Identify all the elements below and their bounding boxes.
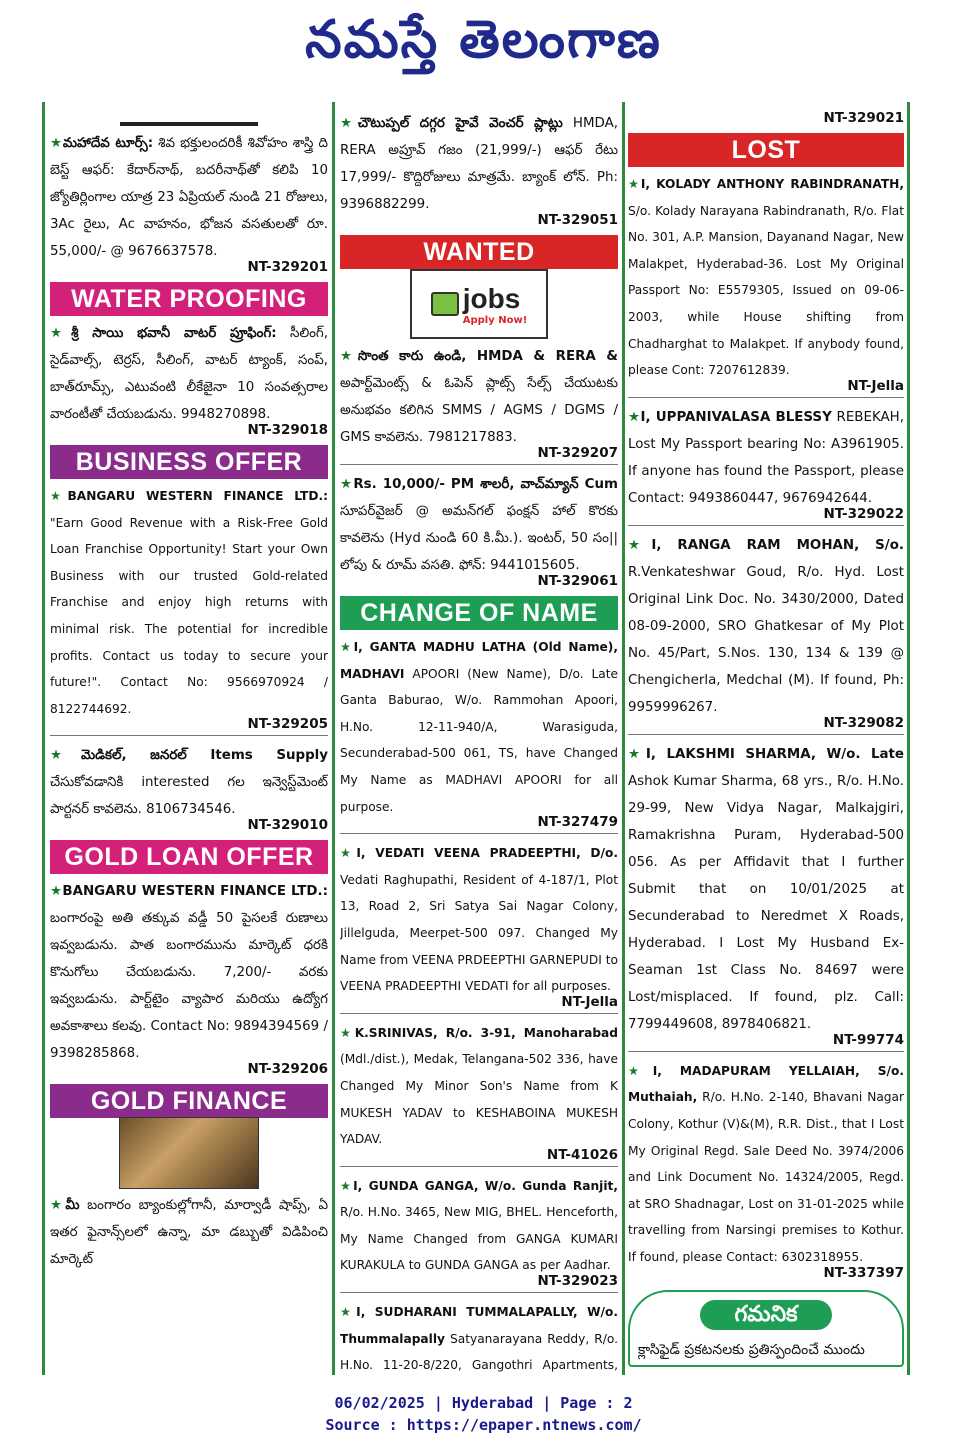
ad-title: సొంత కారు ఉండి, HMDA & RERA & <box>357 349 618 364</box>
classified-ad: ★I, SUDHARANI TUMMALAPALLY, W/o. Thummalapally Satyanarayana Reddy, R/o. H.No. 11-20-8/220, Gangothri Apartments, <box>340 1299 618 1375</box>
notice-box <box>628 1290 904 1367</box>
column-1 <box>50 102 328 1375</box>
column-3 <box>628 102 904 1375</box>
ad-title: శ్రీ సాయి భవానీ వాటర్ ప్రూఫింగ్: <box>71 326 277 341</box>
ad-title: మెడికల్, జనరల్ Items Supply <box>80 748 328 764</box>
ad-text: R/o. H.No. 3465, New MIG, BHEL. Henceforth, My Name Changed from GANGA KUMARI KURAKULA to GUNDA GANGA as per Aadhar. <box>340 1205 618 1273</box>
ad-code: NT-329018 <box>247 422 328 438</box>
ad-title: I, MADAPURAM YELLAIAH, S/o. Muthaiah, <box>628 1063 904 1105</box>
ad-title: BANGARU WESTERN FINANCE LTD.: <box>62 884 328 900</box>
briefcase-icon <box>431 292 459 316</box>
ad-text: చేసుకోవడానికి interested గల ఇన్వెస్ట్‌మెంట్ పార్టనర్ కావలెను. 8106734546. <box>50 775 328 818</box>
edition-info: 06/02/2025 | Hyderabad | Page : 2 <box>334 1394 633 1412</box>
ad-code: NT-41026 <box>340 1147 618 1167</box>
ad-text: R/o. H.No. 2-140, Bhavani Nagar Colony, Kothur (V)&(M), R.R. Dist., that I Lost My Original Regd. Sale Deed No. 3974/2006 and Link Document No. 14324/2005, Regd. at SRO Shadnagar, Lost on 31-01-2025 while travelling from Narsingi premises to Kothur. If found, please Contact: 6302318955. <box>628 1090 904 1264</box>
column-divider <box>622 102 625 1375</box>
ad-title: I, VEDATI VEENA PRADEEPTHI, D/o. <box>356 846 618 861</box>
page-footer <box>0 1392 967 1436</box>
notice-text: క్లాసిఫైడ్ ప్రకటనలకు ప్రతిస్పందించే ముందు <box>638 1341 865 1358</box>
ad-title: చౌటుప్పల్ దగ్గర హైవే వెంచర్ ప్లాట్లు <box>357 116 563 131</box>
ad-text: "Earn Good Revenue with a Risk-Free Gold Loan Franchise Opportunity! Start your Own Business with our trusted Gold-related Franchise and enjoy high returns with minimal risk. The potential for incredible profits. Contact us today to secure your future!". Contact No: 9566970924 / 8122744692. <box>50 515 328 716</box>
section-header-change-of-name: CHANGE OF NAME <box>340 596 618 630</box>
ad-text: R.Venkateshwar Goud, R/o. Hyd. Lost Original Link Doc. No. 3430/2000, Dated 08-09-2000, SRO Ghatkesar of My Plot No. 45/Part, S.Nos. 130, 134 & 139 @ Chengicherla, Medchal (M). If found, Ph: 9959996267. <box>628 564 904 715</box>
cropped-next-column <box>933 102 967 1375</box>
section-header-water-proofing: WATER PROOFING <box>50 282 328 316</box>
section-header-gold-finance: GOLD FINANCE <box>50 1084 328 1118</box>
ad-title: I, RANGA RAM MOHAN, S/o. <box>651 537 904 553</box>
jobs-word: jobs <box>462 282 521 314</box>
ad-text: HMDA, RERA అప్రూవ్ గజం (21,999/-) ఆఫర్ రేటు 17,999/- కొద్దిరోజులు మాత్రమే. బ్యాంక్ లోన్. Ph: 9396882299. <box>340 116 618 212</box>
ad-text: బంగారం బ్యాంకుల్లోగానీ, మార్వాడీ షాప్స్, ఏ ఇతర ఫైనాన్స్‌లలో ఉన్నా, మా డబ్బుతో విడిపించి మార్కెట్ <box>50 1198 328 1268</box>
ad-code: NT-329207 <box>340 445 618 465</box>
apply-now-text: Apply Now! <box>462 314 528 326</box>
ad-text: సూపర్‌వైజర్ @ అమన్‌గల్ ఫంక్షన్ హాల్ కొరకు కావలెను (Hyd నుండి 60 కి.మీ.). ఇంటర్, 50 సం||లోపు & రూమ్ వసతి. ఫోన్: 9441015605. <box>340 504 618 573</box>
classified-ad: ★I, KOLADY ANTHONY RABINDRANATH, S/o. Kolady Narayana Rabindranath, R/o. Flat No. 301, A.P. Mansion, Dayanand Nagar, New Malakpet, Hyderabad-36. Lost My Original Passport No: E5579305, Issued on 09-06-2003, while House shifting from Chadharghat to Malakpet. If anybody found, please Cont: 7207612839. <box>628 177 904 378</box>
ad-code: NT-329061 <box>537 573 618 589</box>
ad-title: I, LAKSHMI SHARMA, W/o. Late <box>645 746 904 762</box>
ad-code: NT-329201 <box>247 259 328 275</box>
ad-code: NT-Jella <box>628 378 904 398</box>
classified-ad: ★I, LAKSHMI SHARMA, W/o. Late Ashok Kumar Sharma, 68 yrs., R/o. H.No. 29-99, New Vidya Nagar, Malkajgiri, Ramakrishna Puram, Hyderabad-500 056. As per Affidavit that I further Submit that on 10/01/2025 at Secunderabad to Neredmet X Roads, Hyderabad. I Lost My Husband Ex-Seaman 1st Class No. 84697 were Lost/misplaced. If found, plz. Call: 7799449608, 8978406821. <box>628 746 904 1032</box>
money-image <box>50 1122 328 1184</box>
masthead <box>0 0 967 92</box>
image-fragment <box>120 102 258 126</box>
ad-code: NT-329206 <box>247 1061 328 1078</box>
cash-handover-image <box>119 1117 259 1189</box>
ad-title: I, KOLADY ANTHONY RABINDRANATH, <box>640 177 904 191</box>
classified-ad: ★BANGARU WESTERN FINANCE LTD.: "Earn Good Revenue with a Risk-Free Gold Loan Franchise Opportunity! Start your Own Business with our trusted Gold-related Franchise and enjoy high returns with minimal risk. The potential for incredible profits. Contact us today to secure your future!". Contact No: 9566970924 / 8122744692. <box>50 489 328 716</box>
classified-ad: ★I, UPPANIVALASA BLESSY REBEKAH, Lost My Passport bearing No: A3961905. If anyone has found the Passport, please Contact: 9493860447, 9676942644. <box>628 409 904 506</box>
jobs-logo <box>410 269 548 339</box>
section-header-business-offer: BUSINESS OFFER <box>50 445 328 479</box>
column-2 <box>340 102 618 1375</box>
ad-text: (Mdl./dist.), Medak, Telangana-502 336, have Changed My Minor Son's Name from K MUKESH YADAV to KESHABOINA MUKESH YADAV. <box>340 1052 618 1147</box>
ad-title: I, SUDHARANI TUMMALAPALLY, W/o. Thummalapally <box>340 1305 618 1346</box>
ad-code: NT-329051 <box>537 212 618 228</box>
section-header-gold-loan-offer: GOLD LOAN OFFER <box>50 840 328 874</box>
ad-title: K.SRINIVAS, R/o. 3-91, Manoharabad <box>354 1025 618 1040</box>
ad-text: Ashok Kumar Sharma, 68 yrs., R/o. H.No. 29-99, New Vidya Nagar, Malkajgiri, Ramakrishna Puram, Hyderabad-500 056. As per Affidavit that I further Submit that on 10/01/2025 at Secunderabad to Neredmet X Roads, Hyderabad. I Lost My Husband Ex-Seaman 1st Class No. 84697 were Lost/misplaced. If found, plz. Call: 7799449608, 8978406821. <box>628 773 904 1032</box>
ad-title: I, GUNDA GANGA, W/o. Gunda Ranjit, <box>353 1178 618 1193</box>
section-header-wanted: WANTED <box>340 235 618 269</box>
ad-code: NT-329023 <box>340 1273 618 1293</box>
classified-ad: ★మహాదేవ టూర్స్: శివ భక్తులందరికీ శివోహం శాస్త్రి ది బెస్ట్ ఆఫర్: కేదార్‌నాథ్, బదరీనాథ్‌తో కలిపి 10 జ్యోతిర్లింగాల యాత్ర 23 ఏప్రియల్ నుండి 21 రోజులు, 3Ac రైలు, Ac వాహనం, భోజన వసతులతో రూ. 55,000/- @ 9676637578. <box>50 136 328 259</box>
ad-code: NT-329022 <box>628 506 904 526</box>
classified-ad: ★శ్రీ సాయి భవానీ వాటర్ ప్రూఫింగ్: సీలింగ్, సైడ్‌వాల్స్, టెర్రస్, సీలింగ్, వాటర్ ట్యాంక్, సంప్, బాత్‌రూమ్స్, ఎటువంటి లీకేజైనా 10 సంవత్సరాల వారంటీతో చేయబడును. 9948270898. <box>50 326 328 422</box>
ad-text: Satyanarayana Reddy, R/o. H.No. 11-20-8/220, Gangothri Apartments, <box>340 1331 618 1373</box>
ad-code: NT-99774 <box>628 1032 904 1052</box>
classified-ad: ★మీ బంగారం బ్యాంకుల్లోగానీ, మార్వాడీ షాప్స్, ఏ ఇతర ఫైనాన్స్‌లలో ఉన్నా, మా డబ్బుతో విడిపించి మార్కెట్ <box>50 1198 328 1268</box>
classified-ad: ★Rs. 10,000/- PM శాలరీ, వాచ్‌మ్యాన్ Cum సూపర్‌వైజర్ @ అమన్‌గల్ ఫంక్షన్ హాల్ కొరకు కావలెను (Hyd నుండి 60 కి.మీ.). ఇంటర్, 50 సం||లోపు & రూమ్ వసతి. ఫోన్: 9441015605. <box>340 477 618 573</box>
ad-text: సీలింగ్, సైడ్‌వాల్స్, టెర్రస్, సీలింగ్, వాటర్ ట్యాంక్, సంప్, బాత్‌రూమ్స్, ఎటువంటి లీకేజైనా 10 సంవత్సరాల వారంటీతో చేయబడును. 9948270898. <box>50 326 328 422</box>
ad-title: మీ <box>65 1198 80 1214</box>
ad-text: REBEKAH, Lost My Passport bearing No: A3961905. If anyone has found the Passport, please Contact: 9493860447, 9676942644. <box>628 409 904 506</box>
column-divider <box>332 102 335 1375</box>
ad-code: NT-329010 <box>247 817 328 834</box>
classified-ad: ★మెడికల్, జనరల్ Items Supply చేసుకోవడానికి interested గల ఇన్వెస్ట్‌మెంట్ పార్టనర్ కావలెను. 8106734546. <box>50 748 328 818</box>
classified-ad: ★K.SRINIVAS, R/o. 3-91, Manoharabad (Mdl./dist.), Medak, Telangana-502 336, have Changed My Minor Son's Name from K MUKESH YADAV to KESHABOINA MUKESH YADAV. <box>340 1025 618 1147</box>
ad-title: I, UPPANIVALASA BLESSY <box>640 409 832 425</box>
newspaper-title: నమస్తే తెలంగాణ <box>305 9 662 70</box>
classifieds-page <box>42 102 910 1375</box>
classified-ad: ★I, VEDATI VEENA PRADEEPTHI, D/o. Vedati Raghupathi, Resident of 4-187/1, Plot 13, Road 2, Sri Satya Sai Nagar Colony, Jillelguda, Meerpet-500 097. Changed My Name from VEENA PRDEEPTHI GARNEPUDI to VEENA PRADEEPTHI VEDATI for all purposes. <box>340 846 618 994</box>
classified-ad: ★సొంత కారు ఉండి, HMDA & RERA & అపార్ట్‌మెంట్స్ & ఓపెన్ ప్లాట్స్ సేల్స్ చేయుటకు అనుభవం కలిగిన SMMS / AGMS / DGMS / GMS కావలెను. 7981217883. <box>340 349 618 445</box>
ad-title: BANGARU WESTERN FINANCE LTD.: <box>67 489 328 503</box>
ad-title: మహాదేవ టూర్స్: <box>62 136 154 151</box>
ad-text: అపార్ట్‌మెంట్స్ & ఓపెన్ ప్లాట్స్ సేల్స్ చేయుటకు అనుభవం కలిగిన SMMS / AGMS / DGMS / GMS కావలెను. 7981217883. <box>340 376 618 445</box>
jobs-graphic <box>340 273 618 335</box>
ad-code: NT-329021 <box>823 110 904 126</box>
classified-ad: ★BANGARU WESTERN FINANCE LTD.: బంగారంపై అతి తక్కువ వడ్డీ 50 పైసలకే రుణాలు ఇవ్వబడును. పాత బంగారమును మార్కెట్ ధరకి కొనుగోలు చేయబడును. 7,200/- వరకు ఇవ్వబడును. పార్ట్‌టైం వ్యాపార మరియు ఉద్యోగ అవకాశాలు కలవు. Contact No: 9894394569 / 9398285868. <box>50 884 328 1062</box>
ad-code: NT-337397 <box>823 1264 904 1281</box>
ad-code: NT-Jella <box>340 994 618 1014</box>
classified-ad: ★I, GANTA MADHU LATHA (Old Name), MADHAVI APOORI (New Name), D/o. Late Ganta Baburao, W/o. Rammohan Apoori, H.No. 12-11-940/A, Warasiguda, Secunderabad-500 061, TS, have Changed My Name as MADHAVI APOORI for all purpose. <box>340 640 618 814</box>
column-divider <box>907 102 910 1375</box>
ad-code: NT-327479 <box>340 814 618 834</box>
ad-code: NT-329082 <box>628 715 904 735</box>
source-link[interactable]: Source : https://epaper.ntnews.com/ <box>325 1416 642 1434</box>
ad-code: NT-329205 <box>50 716 328 736</box>
column-divider <box>42 102 45 1375</box>
section-header-lost: LOST <box>628 133 904 167</box>
notice-title: గమనిక <box>700 1300 832 1330</box>
classified-ad: ★I, GUNDA GANGA, W/o. Gunda Ranjit, R/o. H.No. 3465, New MIG, BHEL. Henceforth, My Name Changed from GANGA KUMARI KURAKULA to GUNDA GANGA as per Aadhar. <box>340 1178 618 1273</box>
classified-ad: ★చౌటుప్పల్ దగ్గర హైవే వెంచర్ ప్లాట్లు HMDA, RERA అప్రూవ్ గజం (21,999/-) ఆఫర్ రేటు 17,999/- కొద్దిరోజులు మాత్రమే. బ్యాంక్ లోన్. Ph: 9396882299. <box>340 116 618 212</box>
ad-text: Vedati Raghupathi, Resident of 4-187/1, Plot 13, Road 2, Sri Satya Sai Nagar Colony, Jillelguda, Meerpet-500 097. Changed My Name from VEENA PRDEEPTHI GARNEPUDI to VEENA PRADEEPTHI VEDATI for all purposes. <box>340 872 618 994</box>
ad-text: బంగారంపై అతి తక్కువ వడ్డీ 50 పైసలకే రుణాలు ఇవ్వబడును. పాత బంగారమును మార్కెట్ ధరకి కొనుగోలు చేయబడును. 7,200/- వరకు ఇవ్వబడును. పార్ట్‌టైం వ్యాపార మరియు ఉద్యోగ అవకాశాలు కలవు. Contact No: 9894394569 / 9398285868. <box>50 911 328 1062</box>
ad-title: I, GANTA MADHU LATHA (Old Name), MADHAVI <box>340 640 618 681</box>
ad-title: Rs. 10,000/- PM శాలరీ, వాచ్‌మ్యాన్ Cum <box>353 477 618 492</box>
ad-text: APOORI (New Name), D/o. Late Ganta Baburao, W/o. Rammohan Apoori, H.No. 12-11-940/A, Warasiguda, Secunderabad-500 061, TS, have Changed My Name as MADHAVI APOORI for all purpose. <box>340 666 618 814</box>
ad-text: S/o. Kolady Narayana Rabindranath, R/o. Flat No. 301, A.P. Mansion, Dayanand Nagar, New Malakpet, Hyderabad-36. Lost My Original Passport No: E5579305, Issued on 09-06-2003, while House shifting from Chadharghat to Malakpet. If anybody found, please Cont: 7207612839. <box>628 203 904 378</box>
ad-text: శివ భక్తులందరికీ శివోహం శాస్త్రి ది బెస్ట్ ఆఫర్: కేదార్‌నాథ్, బదరీనాథ్‌తో కలిపి 10 జ్యోతిర్లింగాల యాత్ర 23 ఏప్రియల్ నుండి 21 రోజులు, 3Ac రైలు, Ac వాహనం, భోజన వసతులతో రూ. 55,000/- @ 9676637578. <box>50 136 328 259</box>
classified-ad: ★I, RANGA RAM MOHAN, S/o. R.Venkateshwar Goud, R/o. Hyd. Lost Original Link Doc. No. 3430/2000, Dated 08-09-2000, SRO Ghatkesar of My Plot No. 45/Part, S.Nos. 130, 134 & 139 @ Chengicherla, Medchal (M). If found, Ph: 9959996267. <box>628 537 904 715</box>
classified-ad: ★I, MADAPURAM YELLAIAH, S/o. Muthaiah, R/o. H.No. 2-140, Bhavani Nagar Colony, Kothur (V)&(M), R.R. Dist., that I Lost My Original Regd. Sale Deed No. 3974/2006 and Link Document No. 14324/2005, Regd. at SRO Shadnagar, Lost on 31-01-2025 while travelling from Narsingi premises to Kothur. If found, please Contact: 6302318955. <box>628 1063 904 1264</box>
